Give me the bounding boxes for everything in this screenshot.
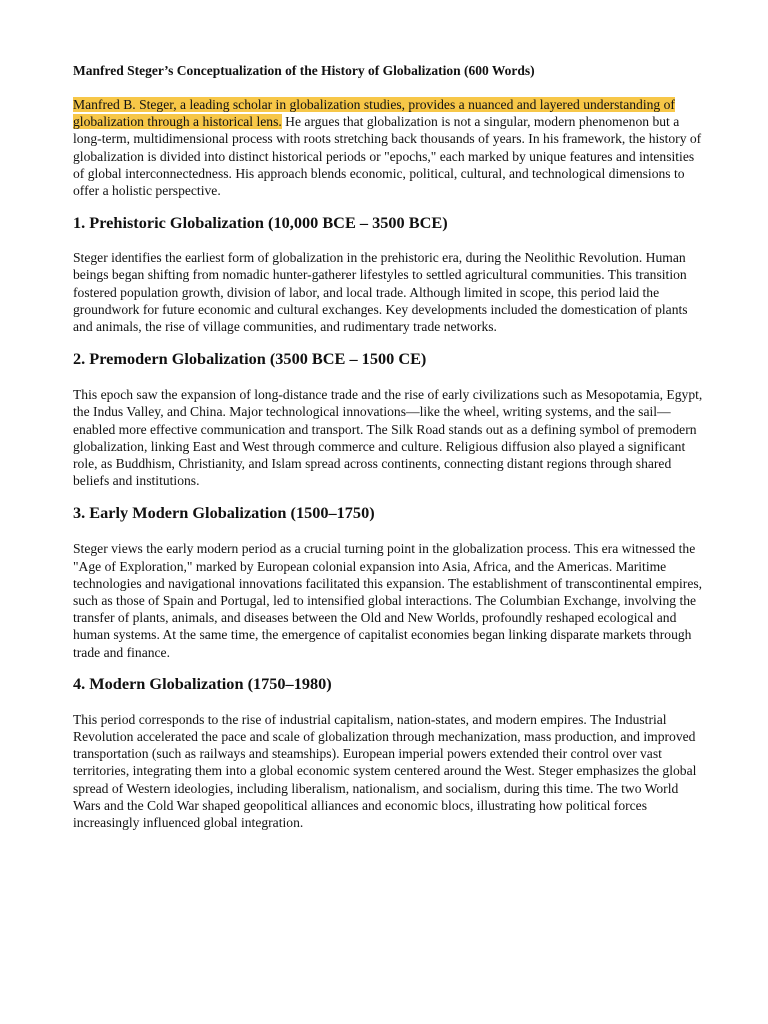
section-heading-modern: 4. Modern Globalization (1750–1980) bbox=[73, 673, 332, 693]
intro-paragraph bbox=[73, 96, 703, 199]
document-title: Manfred Steger’s Conceptualization of the History of Globalization (600 Words) bbox=[73, 63, 535, 78]
section-body-modern: This period corresponds to the rise of industrial capitalism, nation-states, and modern empires. The Industrial Revolution accelerated the pace and scale of globalization through mechanization, mass production, and improved transportation (such as railways and steamships). European imperial powers extended their control over vast territories, integrating them into a global economic system centered around the West. Steger emphasizes the global spread of Western ideologies, including liberalism, nationalism, and socialism, during this time. The two World Wars and the Cold War shaped geopolitical alliances and economic blocs, illustrating how political forces increasingly influenced global integration. bbox=[73, 711, 697, 831]
section-heading-prehistoric: 1. Prehistoric Globalization (10,000 BCE – 3500 BCE) bbox=[73, 213, 448, 233]
section-body-early-modern: Steger views the early modern period as a crucial turning point in the globalization process. This era witnessed the "Age of Exploration," marked by European colonial expansion into Asia, Africa, and the Americas. Maritime technologies and navigational innovations facilitated this expansion. The establishment of transcontinental empires, such as those of Spain and Portugal, led to intensified global interactions. The Columbian Exchange, involving the transfer of plants, animals, and diseases between the Old and New Worlds, profoundly reshaped ecological and human systems. At the same time, the emergence of capitalist economies began linking disparate markets through trade and finance. bbox=[73, 541, 703, 660]
section-heading-early-modern: 3. Early Modern Globalization (1500–1750) bbox=[73, 503, 375, 523]
document-page bbox=[73, 62, 703, 831]
section-heading-premodern: 2. Premodern Globalization (3500 BCE – 1500 CE) bbox=[73, 349, 427, 369]
section-body-prehistoric: Steger identifies the earliest form of globalization in the prehistoric era, during the Neolithic Revolution. Human beings began shifting from nomadic hunter-gatherer lifestyles to settled agricultural communities. This transition fostered population growth, division of labor, and local trade. Although limited in scope, this period laid the groundwork for future economic and cultural exchanges. Key developments included the domestication of plants and animals, the rise of village communities, and rudimentary trade networks. bbox=[73, 250, 688, 335]
section-body-premodern: This epoch saw the expansion of long-distance trade and the rise of early civilizations such as Mesopotamia, Egypt, the Indus Valley, and China. Major technological innovations—like the wheel, writing systems, and the sail—enabled more effective communication and transport. The Silk Road stands out as a defining symbol of premodern globalization, linking East and West through commerce and culture. Religious diffusion also played a significant role, as Buddhism, Christianity, and Islam spread across continents, connecting distant regions through shared beliefs and institutions. bbox=[73, 387, 703, 489]
intro-text: He argues that globalization is not a singular, modern phenomenon but a long-term, multidimensional process with roots stretching back thousands of years. In his framework, the history of globalization is divided into distinct historical periods or "epochs," each marked by unique features and intensities of global interconnectedness. His approach blends economic, political, cultural, and technological dimensions to offer a holistic perspective. bbox=[73, 114, 702, 199]
highlighted-text: Manfred B. Steger, a leading scholar in globalization studies, provides a nuanced and layered understanding of globalization through a historical lens. bbox=[73, 97, 675, 130]
